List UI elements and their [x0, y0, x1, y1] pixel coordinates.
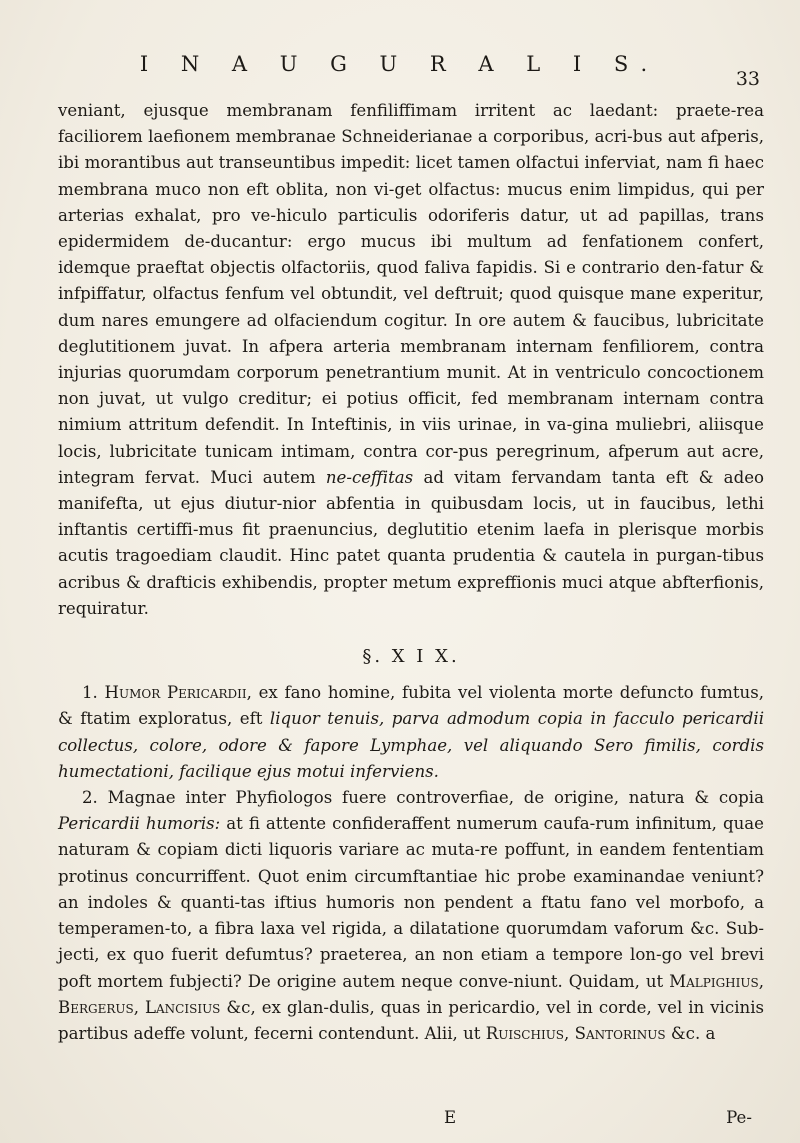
comma-2: ,: [133, 997, 139, 1017]
paragraph-3: [58, 785, 764, 1047]
author-lancisius: Lancisius: [145, 997, 221, 1017]
paragraph-1-text: veniant, ejusque membranam fenfiliffimam irritent ac laedant: praete-rea faciliorem laefionem membranae Schneiderianae a corporibus, acri-bus aut afperis, ibi morantibus aut transeuntibus impedit: licet tamen olfactui inferviat, nam fi haec membrana muco non eft oblita, non vi-get olfactus: mucus enim limpidus, qui per arterias exhalat, pro ve-hiculo particulis odoriferis datur, ut ad papillas, trans epidermidem de-ducantur: ergo mucus ibi multum ad fenfationem confert, idemque praeftat objectis olfactoriis, quod faliva fapidis. Si e contrario den-fatur & infpiffatur, olfactus fenfum vel obtundit, vel deftruit; quod quisque mane experitur, dum nares emungere ad olfaciendum cogitur. In ore autem & faucibus, lubricitate deglutitionem juvat. In afpera arteria membranam internam fenfiliorem, contra injurias quorumdam corporum penetrantium munit. At in ventriculo concoctionem non juvat, ut vulgo creditur; ei potius officit, fed membranam internam contra nimium attritum defendit. In Inteftinis, in viis urinae, in va-gina muliebri, aliisque locis, lubricitate tunicam intimam, contra cor-pus peregrinum, afperum aut acre, integram fervat. Muci autem: [58, 101, 764, 487]
paragraph-3-text-3: &c, ex glan-dulis, quas in pericardio, vel in corde, vel in vicinis partibus adeffe volunt, fecerni contendunt. Alii, ut: [58, 997, 765, 1043]
author-santorinus: Santorinus: [574, 1023, 666, 1043]
page-number: 33: [735, 68, 760, 90]
author-malpighius: Malpighius: [669, 971, 759, 991]
paragraph-1-italic: ne-ceffitas: [325, 467, 414, 487]
paragraph-2-text: , ex fano homine, fubita vel violenta morte defuncto fumtus, & ftatim exploratus, eft: [58, 683, 764, 729]
body-text: [58, 98, 764, 1047]
paragraph-3-number: 2.: [82, 788, 98, 808]
paragraph-2-lead: Humor Pericardii: [104, 683, 247, 703]
paragraph-3-text-1: Magnae inter Phyfiologos fuere controverfiae, de origine, natura & copia: [107, 788, 764, 808]
running-title: I N A U G U R A L I S.: [139, 52, 661, 76]
section-heading: §. X I X.: [362, 646, 460, 668]
paragraph-1-text-after: ad vitam fervandam tanta eft & adeo manifefta, ut ejus diutur-nior abfentia in quibusdam locis, ut in faucibus, lethi inftantis certiffi-mus fit praenuncius, deglutitio etenim laefa in plerisque morbis acutis tragoediam claudit. Hinc patet quanta prudentia & cautela in purgan-tibus acribus & drafticis exhibendis, propter metum expreffionis muci atque abfterfionis, requiratur.: [58, 467, 765, 618]
catchword: Pe-: [726, 1108, 752, 1127]
comma-4: ,: [564, 1023, 570, 1043]
paragraph-2-italic: liquor tenuis, parva admodum copia in facculo pericardii collectus, colore, odore & fapore Lymphae, vel aliquando Sero fimilis, cordis humectationi, facilique ejus motui inferviens.: [58, 709, 764, 781]
author-ruischius: Ruischius: [485, 1023, 565, 1043]
paragraph-3-text-4: &c. a: [670, 1023, 716, 1043]
paragraph-1: [58, 98, 764, 622]
paragraph-3-italic: Pericardii humoris:: [58, 814, 221, 834]
comma-1: ,: [758, 971, 764, 991]
paragraph-2-number: 1.: [82, 683, 98, 703]
paragraph-3-text-2: at fi attente confideraffent numerum caufa-rum infinitum, quae naturam & copiam dicti liquoris variare ac muta-re poffunt, in eandem fententiam protinus concurriffent. Quot enim circumftantiae hic probe examinandae veniunt? an indoles & quanti-tas iftius humoris non pendent a ftatu fano vel morbofo, a temperamen-to, a fibra laxa vel rigida, a dilatatione quorumdam vaforum &c. Sub-jecti, ex quo fuerit defumtus? praeterea, an non etiam a tempore lon-go vel brevi poft mortem fubjecti? De origine autem neque conve-niunt. Quidam, ut: [58, 814, 764, 991]
signature-mark: E: [444, 1108, 457, 1127]
paragraph-2: [58, 680, 764, 785]
author-bergerus: Bergerus: [58, 997, 134, 1017]
